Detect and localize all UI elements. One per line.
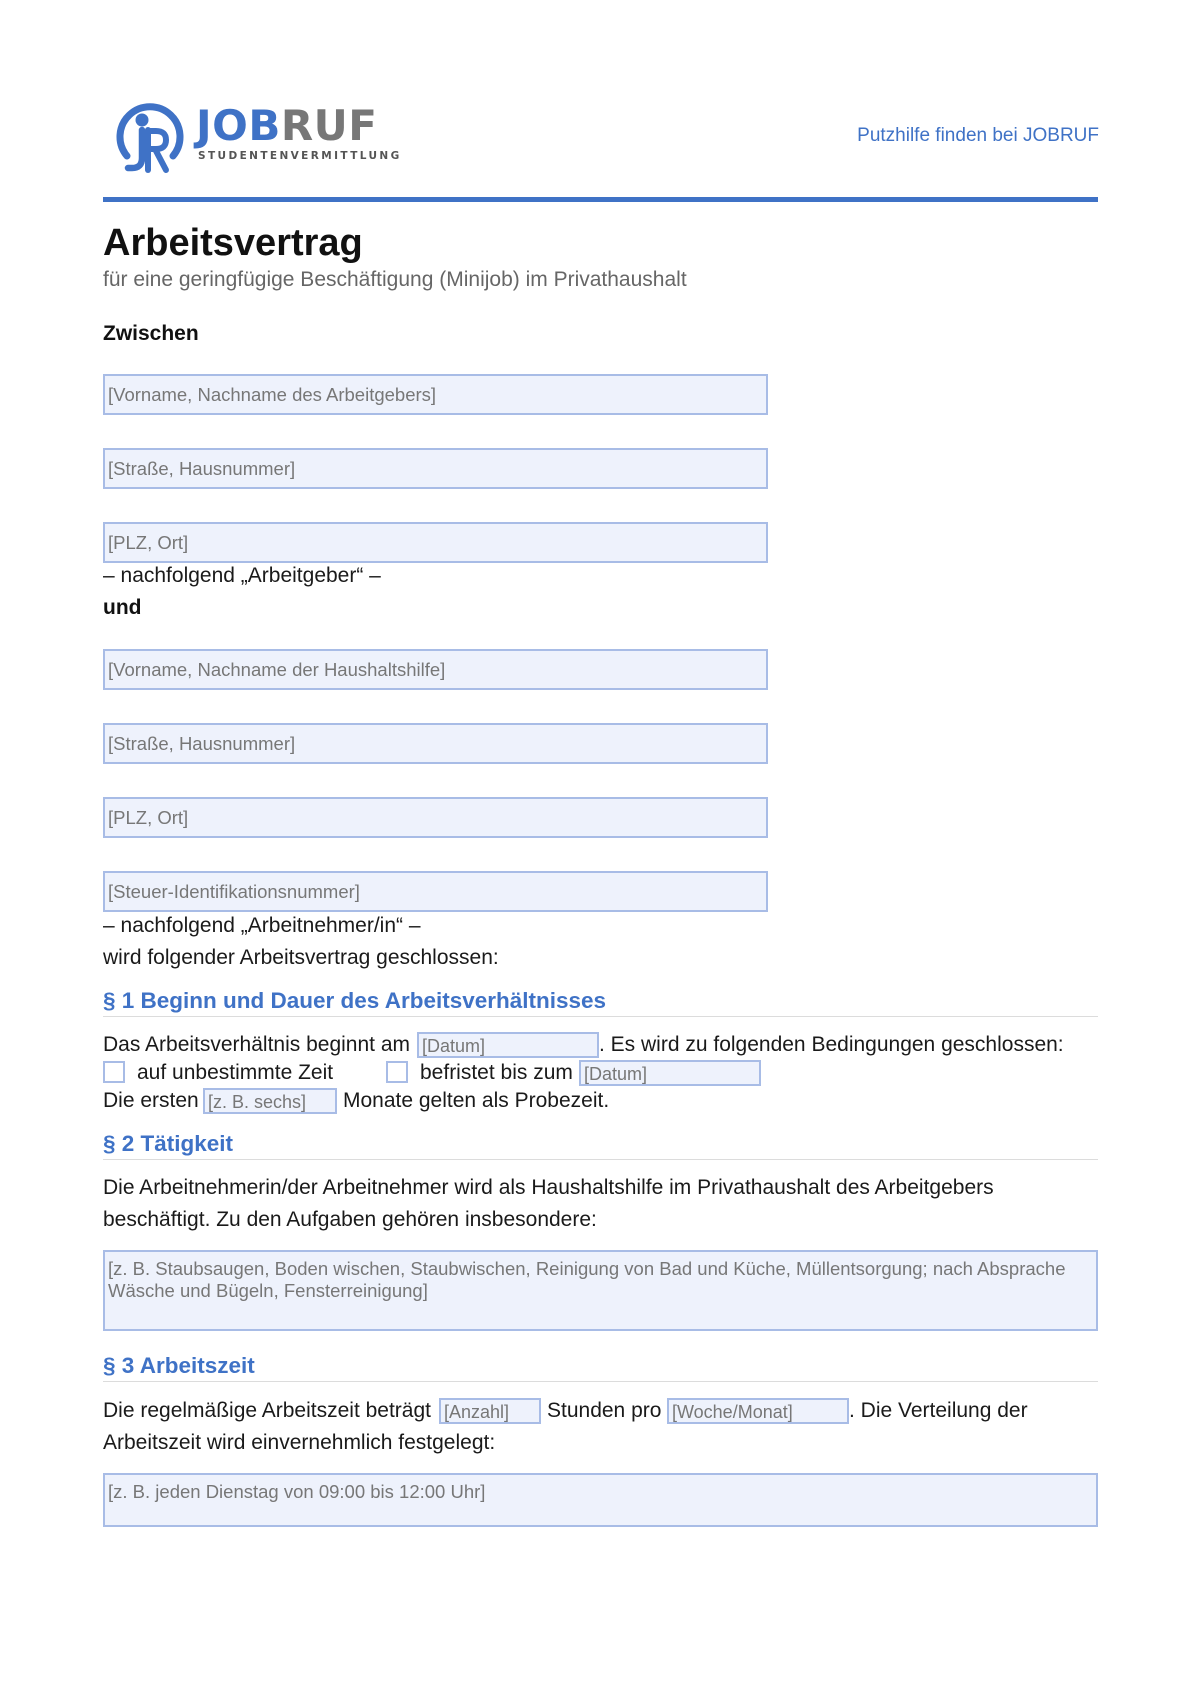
tasks-field[interactable]	[103, 1250, 1098, 1331]
employee-note: – nachfolgend „Arbeitnehmer/in“ –	[103, 914, 421, 937]
logo-wordmark-job: JOB	[196, 101, 281, 150]
jobruf-logo	[110, 98, 402, 178]
section3-text-middle: Stunden pro	[547, 1399, 662, 1422]
between-label: Zwischen	[103, 322, 199, 345]
probation-text-after: Monate gelten als Probezeit.	[343, 1089, 610, 1112]
logo-tagline: STUDENTENVERMITTLUNG	[198, 150, 402, 162]
limited-checkbox[interactable]	[386, 1061, 408, 1083]
header-divider	[103, 197, 1098, 202]
employee-street-field[interactable]	[103, 723, 768, 764]
employer-street-field[interactable]	[103, 448, 768, 489]
employer-name-field[interactable]	[103, 374, 768, 415]
probation-text-before: Die ersten	[103, 1089, 199, 1112]
section3-heading: § 3 Arbeitszeit	[103, 1353, 255, 1378]
section3-text-before: Die regelmäßige Arbeitszeit beträgt	[103, 1399, 431, 1422]
section3-text-line2: Arbeitszeit wird einvernehmlich festgelegt:	[103, 1431, 496, 1454]
logo-wordmark	[196, 102, 377, 150]
schedule-field[interactable]	[103, 1473, 1098, 1527]
section3-text-after: . Die Verteilung der	[849, 1399, 1028, 1422]
employee-tax-id-field[interactable]	[103, 871, 768, 912]
closing-sentence: wird folgender Arbeitsvertrag geschlossen:	[103, 946, 499, 969]
period-field[interactable]	[667, 1398, 849, 1424]
section2-divider	[103, 1159, 1098, 1160]
employer-city-field[interactable]	[103, 522, 768, 563]
start-date-field[interactable]	[417, 1032, 599, 1058]
section1-heading: § 1 Beginn und Dauer des Arbeitsverhältnisses	[103, 988, 607, 1013]
unlimited-label: auf unbestimmte Zeit	[137, 1061, 334, 1084]
jobruf-logo-icon	[110, 98, 190, 178]
employer-note: – nachfolgend „Arbeitgeber“ –	[103, 564, 381, 587]
section2-text-line2: beschäftigt. Zu den Aufgaben gehören insbesondere:	[103, 1208, 597, 1231]
limited-label: befristet bis zum	[420, 1061, 573, 1084]
section2-text-line1: Die Arbeitnehmerin/der Arbeitnehmer wird als Haushaltshilfe im Privathaushalt des Arbeitgebers	[103, 1176, 994, 1199]
section1-divider	[103, 1016, 1098, 1017]
logo-wordmark-ruf: RUF	[280, 101, 378, 150]
section1-start-text: Das Arbeitsverhältnis beginnt am	[103, 1033, 410, 1056]
unlimited-checkbox[interactable]	[103, 1061, 125, 1083]
section3-divider	[103, 1381, 1098, 1382]
document-title: Arbeitsvertrag	[103, 222, 363, 264]
and-label: und	[103, 596, 142, 619]
section2-heading: § 2 Tätigkeit	[103, 1131, 234, 1156]
header-link[interactable]: Putzhilfe finden bei JOBRUF	[857, 125, 1099, 146]
employee-city-field[interactable]	[103, 797, 768, 838]
hours-field[interactable]	[439, 1398, 541, 1424]
section1-start-text-after: . Es wird zu folgenden Bedingungen geschlossen:	[599, 1033, 1064, 1056]
employee-name-field[interactable]	[103, 649, 768, 690]
probation-months-field[interactable]	[203, 1088, 337, 1114]
document-subtitle: für eine geringfügige Beschäftigung (Minijob) im Privathaushalt	[103, 268, 687, 291]
end-date-field[interactable]	[579, 1060, 761, 1086]
